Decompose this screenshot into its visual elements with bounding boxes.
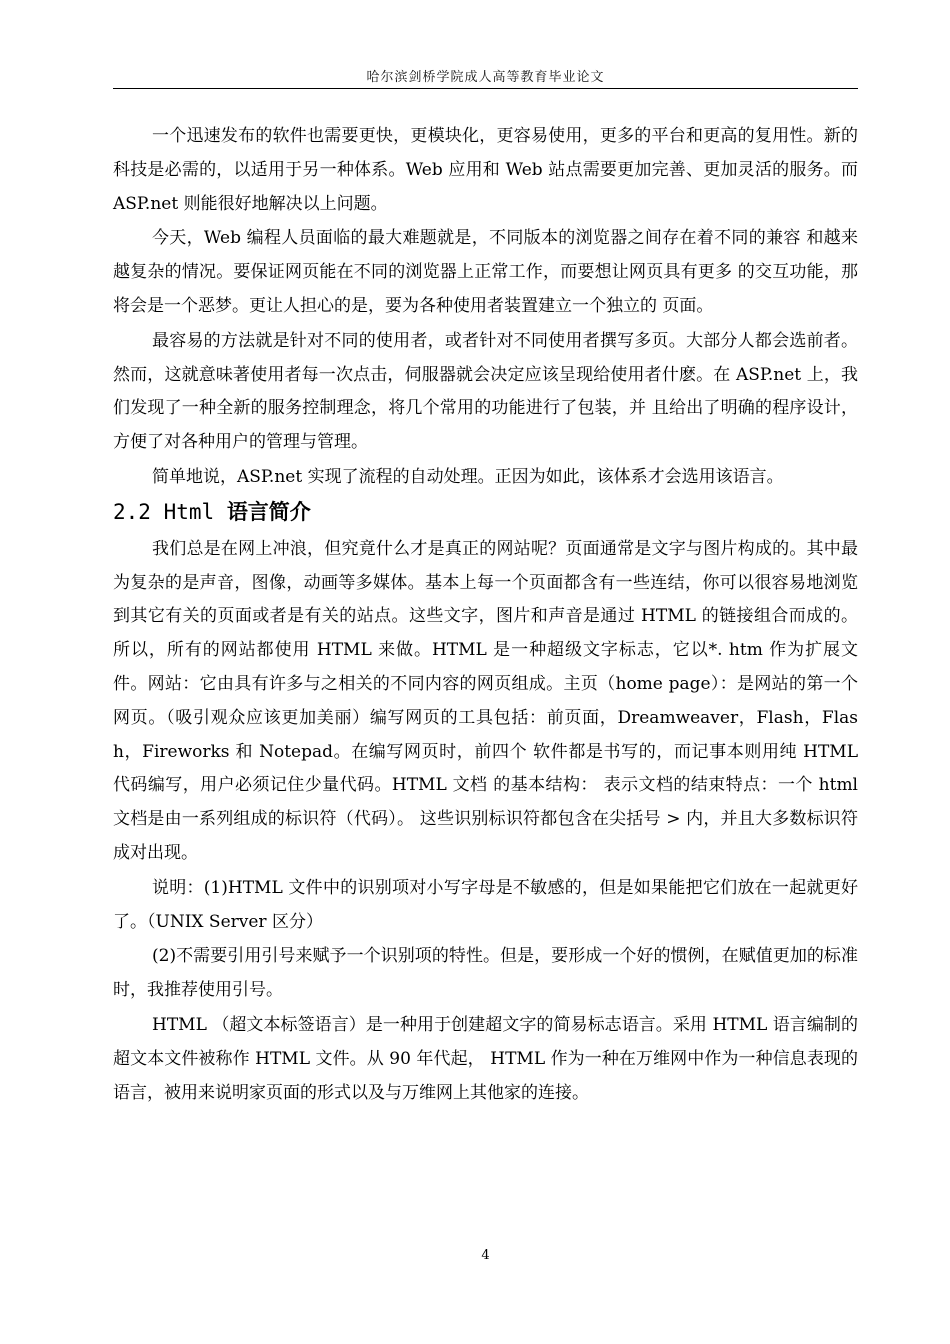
paragraph: 一个迅速发布的软件也需要更快，更模块化，更容易使用，更多的平台和更高的复用性。新的科技是必需的，以适用于另一种体系。Web 应用和 Web 站点需要更加完善、更加灵活的服务。而 ASP.net 则能很好地解决以上问题。 (113, 126, 858, 214)
running-header: 哈尔滨剑桥学院成人高等教育毕业论文 (366, 70, 605, 85)
paragraph: 简单地说，ASP.net 实现了流程的自动处理。正因为如此，该体系才会选用该语言。 (152, 466, 784, 487)
header-rule (113, 88, 858, 89)
paragraph: HTML （超文本标签语言）是一种用于创建超文字的简易标志语言。采用 HTML 语言编制的超文本文件被称作 HTML 文件。从 90 年代起， HTML 作为一种在万维网中作为一种信息表现的语言，被用来说明家页面的形式以及与万维网上其他家的连接。 (113, 1014, 858, 1103)
paragraph: (2)不需要引用引号来赋予一个识别项的特性。但是，要形成一个好的惯例，在赋值更加的标准时，我推荐使用引号。 (113, 946, 858, 1001)
section-title: 语言简介 (226, 499, 311, 524)
paragraph: 我们总是在网上冲浪，但究竟什么才是真正的网站呢？页面通常是文字与图片构成的。其中最为复杂的是声音，图像，动画等多媒体。基本上每一个页面都含有一些连结，你可以很容易地浏览到其它有关的页面或者是有关的站点。这些文字，图片和声音是通过 HTML 的链接组合而成的。所以，所有的网站都使用 HTML 来做。HTML 是一种超级文字标志，它以*. htm 作为扩展文件。网站：它由具有许多与之相关的不同内容的网页组成。主页（home page）：是网站的第一个网页。（吸引观众应该更加美丽）编写网页的工具包括：前页面，Dreamweaver，Flash，Flash，Fireworks 和 Notepad。在编写网页时，前四个 软件都是书写的，而记事本则用纯 HTML 代码编写，用户必须记住少量代码。HTML 文档 的基本结构： 表示文档的结束特点：一个 html 文档是由一系列组成的标识符（代码）。 这些识别标识符都包含在尖括号 > 内，并且大多数标识符成对出现。 (113, 538, 858, 863)
section-heading (113, 497, 858, 527)
body-text (113, 120, 858, 1111)
paragraph: 最容易的方法就是针对不同的使用者，或者针对不同使用者撰写多页。大部分人都会选前者。然而，这就意味著使用者每一次点击，伺服器就会决定应该呈现给使用者什麽。在 ASP.net 上，我们发现了一种全新的服务控制理念，将几个常用的功能进行了包装，并 且给出了明确的程序设计，方便了对各种用户的管理与管理。 (113, 330, 858, 453)
paragraph: 说明：(1)HTML 文件中的识别项对小写字母是不敏感的，但是如果能把它们放在一起就更好了。（UNIX Server 区分） (113, 877, 858, 932)
section-number: 2.2 Html (113, 499, 215, 524)
page-number: 4 (481, 1248, 490, 1263)
paragraph: 今天，Web 编程人员面临的最大难题就是，不同版本的浏览器之间存在着不同的兼容 和越来越复杂的情况。要保证网页能在不同的浏览器上正常工作，而要想让网页具有更多 的交互功能，那将会是一个恶梦。更让人担心的是，要为各种使用者装置建立一个独立的 页面。 (113, 228, 858, 316)
